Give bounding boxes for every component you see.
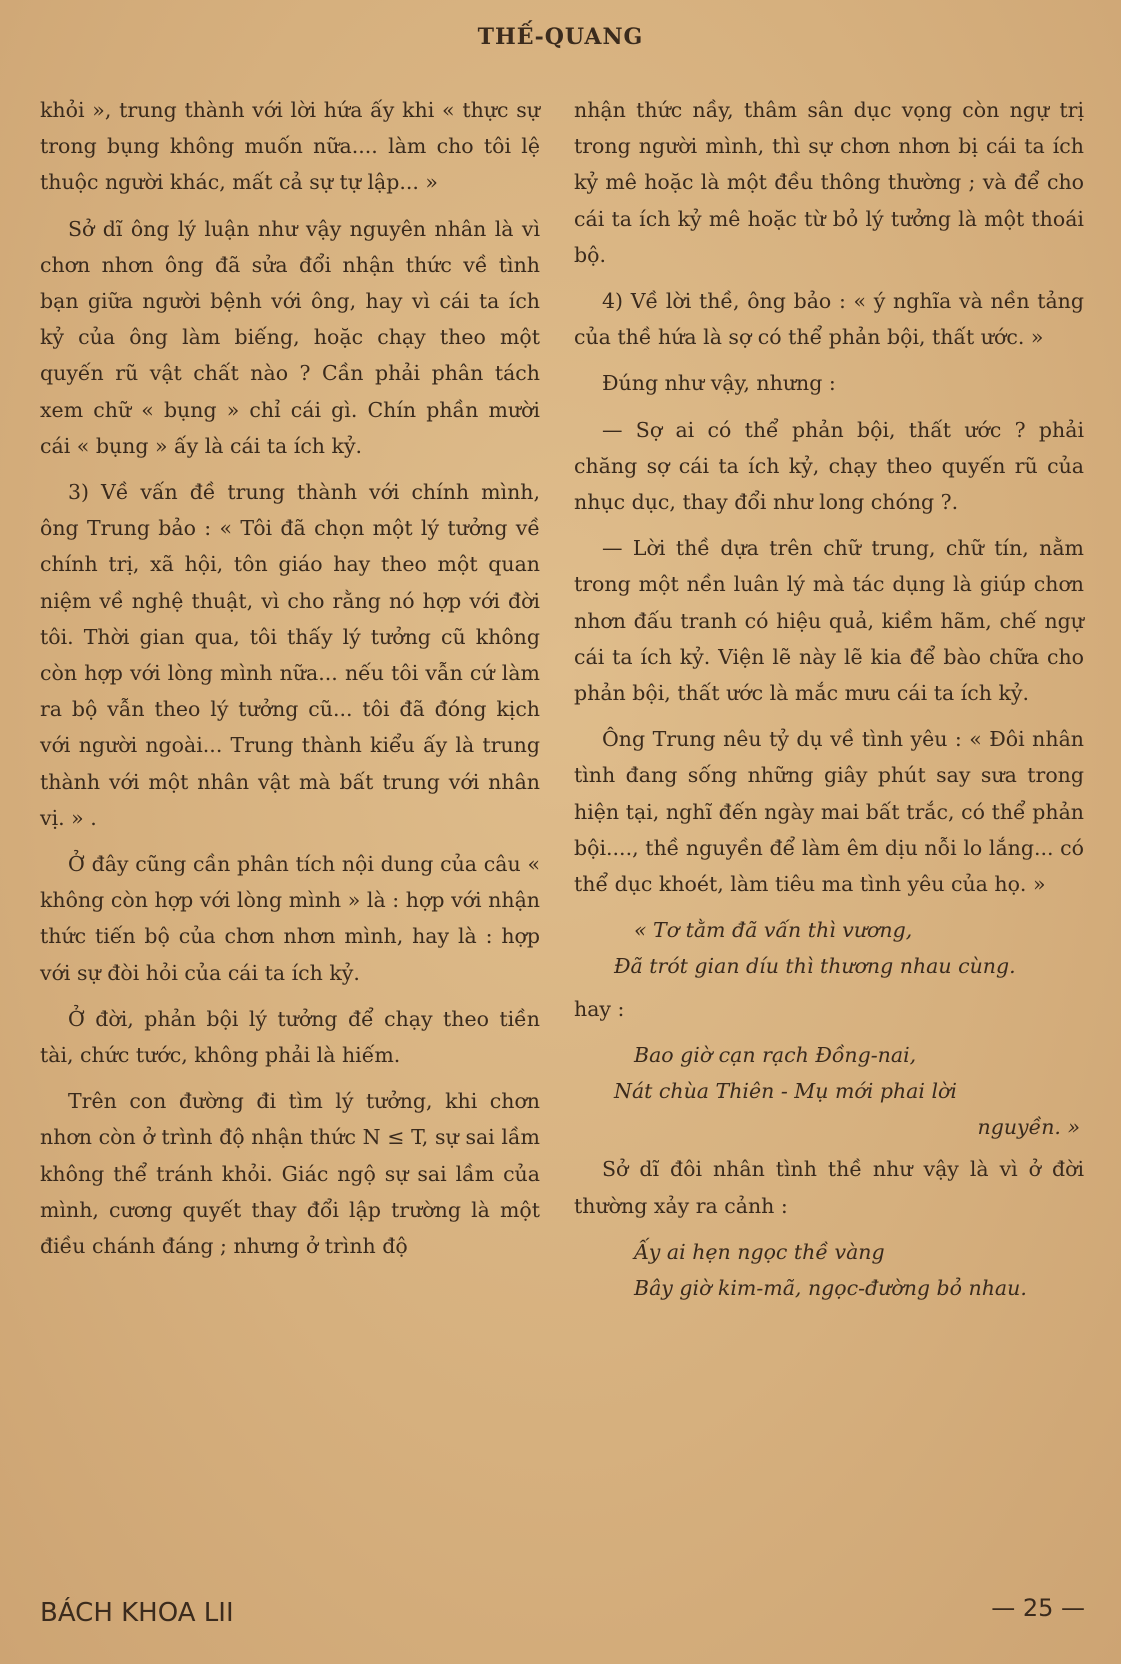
verse-line: Ấy ai hẹn ngọc thề vàng xyxy=(634,1239,885,1264)
magazine-name: BÁCH KHOA LII xyxy=(40,1598,234,1628)
paragraph: nhận thức nầy, thâm sân dục vọng còn ngự trị trong người mình, thì sự chơn nhơn bị cái ta ích kỷ mê hoặc là một đều thông thường ; và để cho cái ta ích kỷ mê hoặc từ bỏ lý tưởng là một thoái bộ. xyxy=(574,98,1084,267)
left-column xyxy=(40,92,540,1264)
paragraph: 3) Về vấn đề trung thành với chính mình, ông Trung bảo : « Tôi đã chọn một lý tưởng về chính trị, xã hội, tôn giáo hay theo một quan niệm về nghệ thuật, vì cho rằng nó hợp với đời tôi. Thời gian qua, tôi thấy lý tưởng cũ không còn hợp với lòng mình nữa... nếu tôi vẫn cứ làm ra bộ vẫn theo lý tưởng cũ... tôi đã đóng kịch với người ngoài... Trung thành kiểu ấy là trung thành với một nhân vật mà bất trung với nhân vị. » . xyxy=(40,480,540,830)
verse-line: Đã trót gian díu thì thương nhau cùng. xyxy=(614,954,1016,979)
paragraph: — Lời thề dựa trên chữ trung, chữ tín, nằm trong một nền luân lý mà tác dụng là giúp chơn nhơn đấu tranh có hiệu quả, kiềm hãm, chế ngự cái ta ích kỷ. Viện lẽ này lẽ kia để bào chữa cho phản bội, thất ước là mắc mưu cái ta ích kỷ. xyxy=(574,536,1084,706)
paragraph: Ông Trung nêu tỷ dụ về tình yêu : « Đôi nhân tình đang sống những giây phút say sưa trong hiện tại, nghĩ đến ngày mai bất trắc, có thể phản bội...., thề nguyền để làm êm dịu nỗi lo lắng... có thể dục khoét, làm tiêu ma tình yêu của họ. » xyxy=(574,727,1084,897)
verse-block xyxy=(574,1234,1084,1306)
page-header: THẾ-QUANG xyxy=(477,24,644,50)
verse-line: Bây giờ kim-mã, ngọc-đường bỏ nhau. xyxy=(634,1276,1027,1301)
paragraph: Ở đây cũng cần phân tích nội dung của câu « không còn hợp với lòng mình » là : hợp với nhận thức tiến bộ của chơn nhơn mình, hay là : hợp với sự đòi hỏi của cái ta ích kỷ. xyxy=(40,852,540,985)
verse-block xyxy=(574,912,1084,984)
verse-line: « Tơ tằm đã vấn thì vương, xyxy=(634,918,913,943)
verse-block xyxy=(574,1037,1084,1146)
verse-line: nguyền. » xyxy=(977,1115,1080,1140)
paragraph: hay : xyxy=(574,996,625,1021)
paragraph: khỏi », trung thành với lời hứa ấy khi « thực sự trong bụng không muốn nữa.... làm cho tôi lệ thuộc người khác, mất cả sự tự lập... » xyxy=(40,98,540,195)
paragraph: Sở dĩ đôi nhân tình thề như vậy là vì ở đời thường xảy ra cảnh : xyxy=(574,1157,1084,1218)
paragraph: Sở dĩ ông lý luận như vậy nguyên nhân là vì chơn nhơn ông đã sửa đổi nhận thức về tình bạn giữa người bệnh với ông, hay vì cái ta ích kỷ của ông làm biếng, hoặc chạy theo một quyến rũ vật chất nào ? Cần phải phân tách xem chữ « bụng » chỉ cái gì. Chín phần mười cái « bụng » ấy là cái ta ích kỷ. xyxy=(40,216,540,458)
paragraph: Ở đời, phản bội lý tưởng để chạy theo tiền tài, chức tước, không phải là hiếm. xyxy=(40,1006,540,1068)
paragraph: Trên con đường đi tìm lý tưởng, khi chơn nhơn còn ở trình độ nhận thức N ≤ T, sự sai lầm không thể tránh khỏi. Giác ngộ sự sai lầm của mình, cương quyết thay đổi lập trường là một điều chánh đáng ; nhưng ở trình độ xyxy=(40,1089,540,1259)
paragraph: 4) Về lời thề, ông bảo : « ý nghĩa và nền tảng của thề hứa là sợ có thể phản bội, thất ước. » xyxy=(574,289,1084,350)
verse-line: Bao giờ cạn rạch Đồng-nai, xyxy=(634,1042,917,1067)
right-column xyxy=(574,92,1084,1312)
paragraph: Đúng như vậy, nhưng : xyxy=(602,371,836,396)
page-number: — 25 — xyxy=(991,1594,1085,1622)
verse-line: Nát chùa Thiên - Mụ mới phai lời xyxy=(614,1079,957,1104)
paragraph: — Sợ ai có thể phản bội, thất ước ? phải chăng sợ cái ta ích kỷ, chạy theo quyến rũ của nhục dục, thay đổi như long chóng ?. xyxy=(574,417,1084,515)
